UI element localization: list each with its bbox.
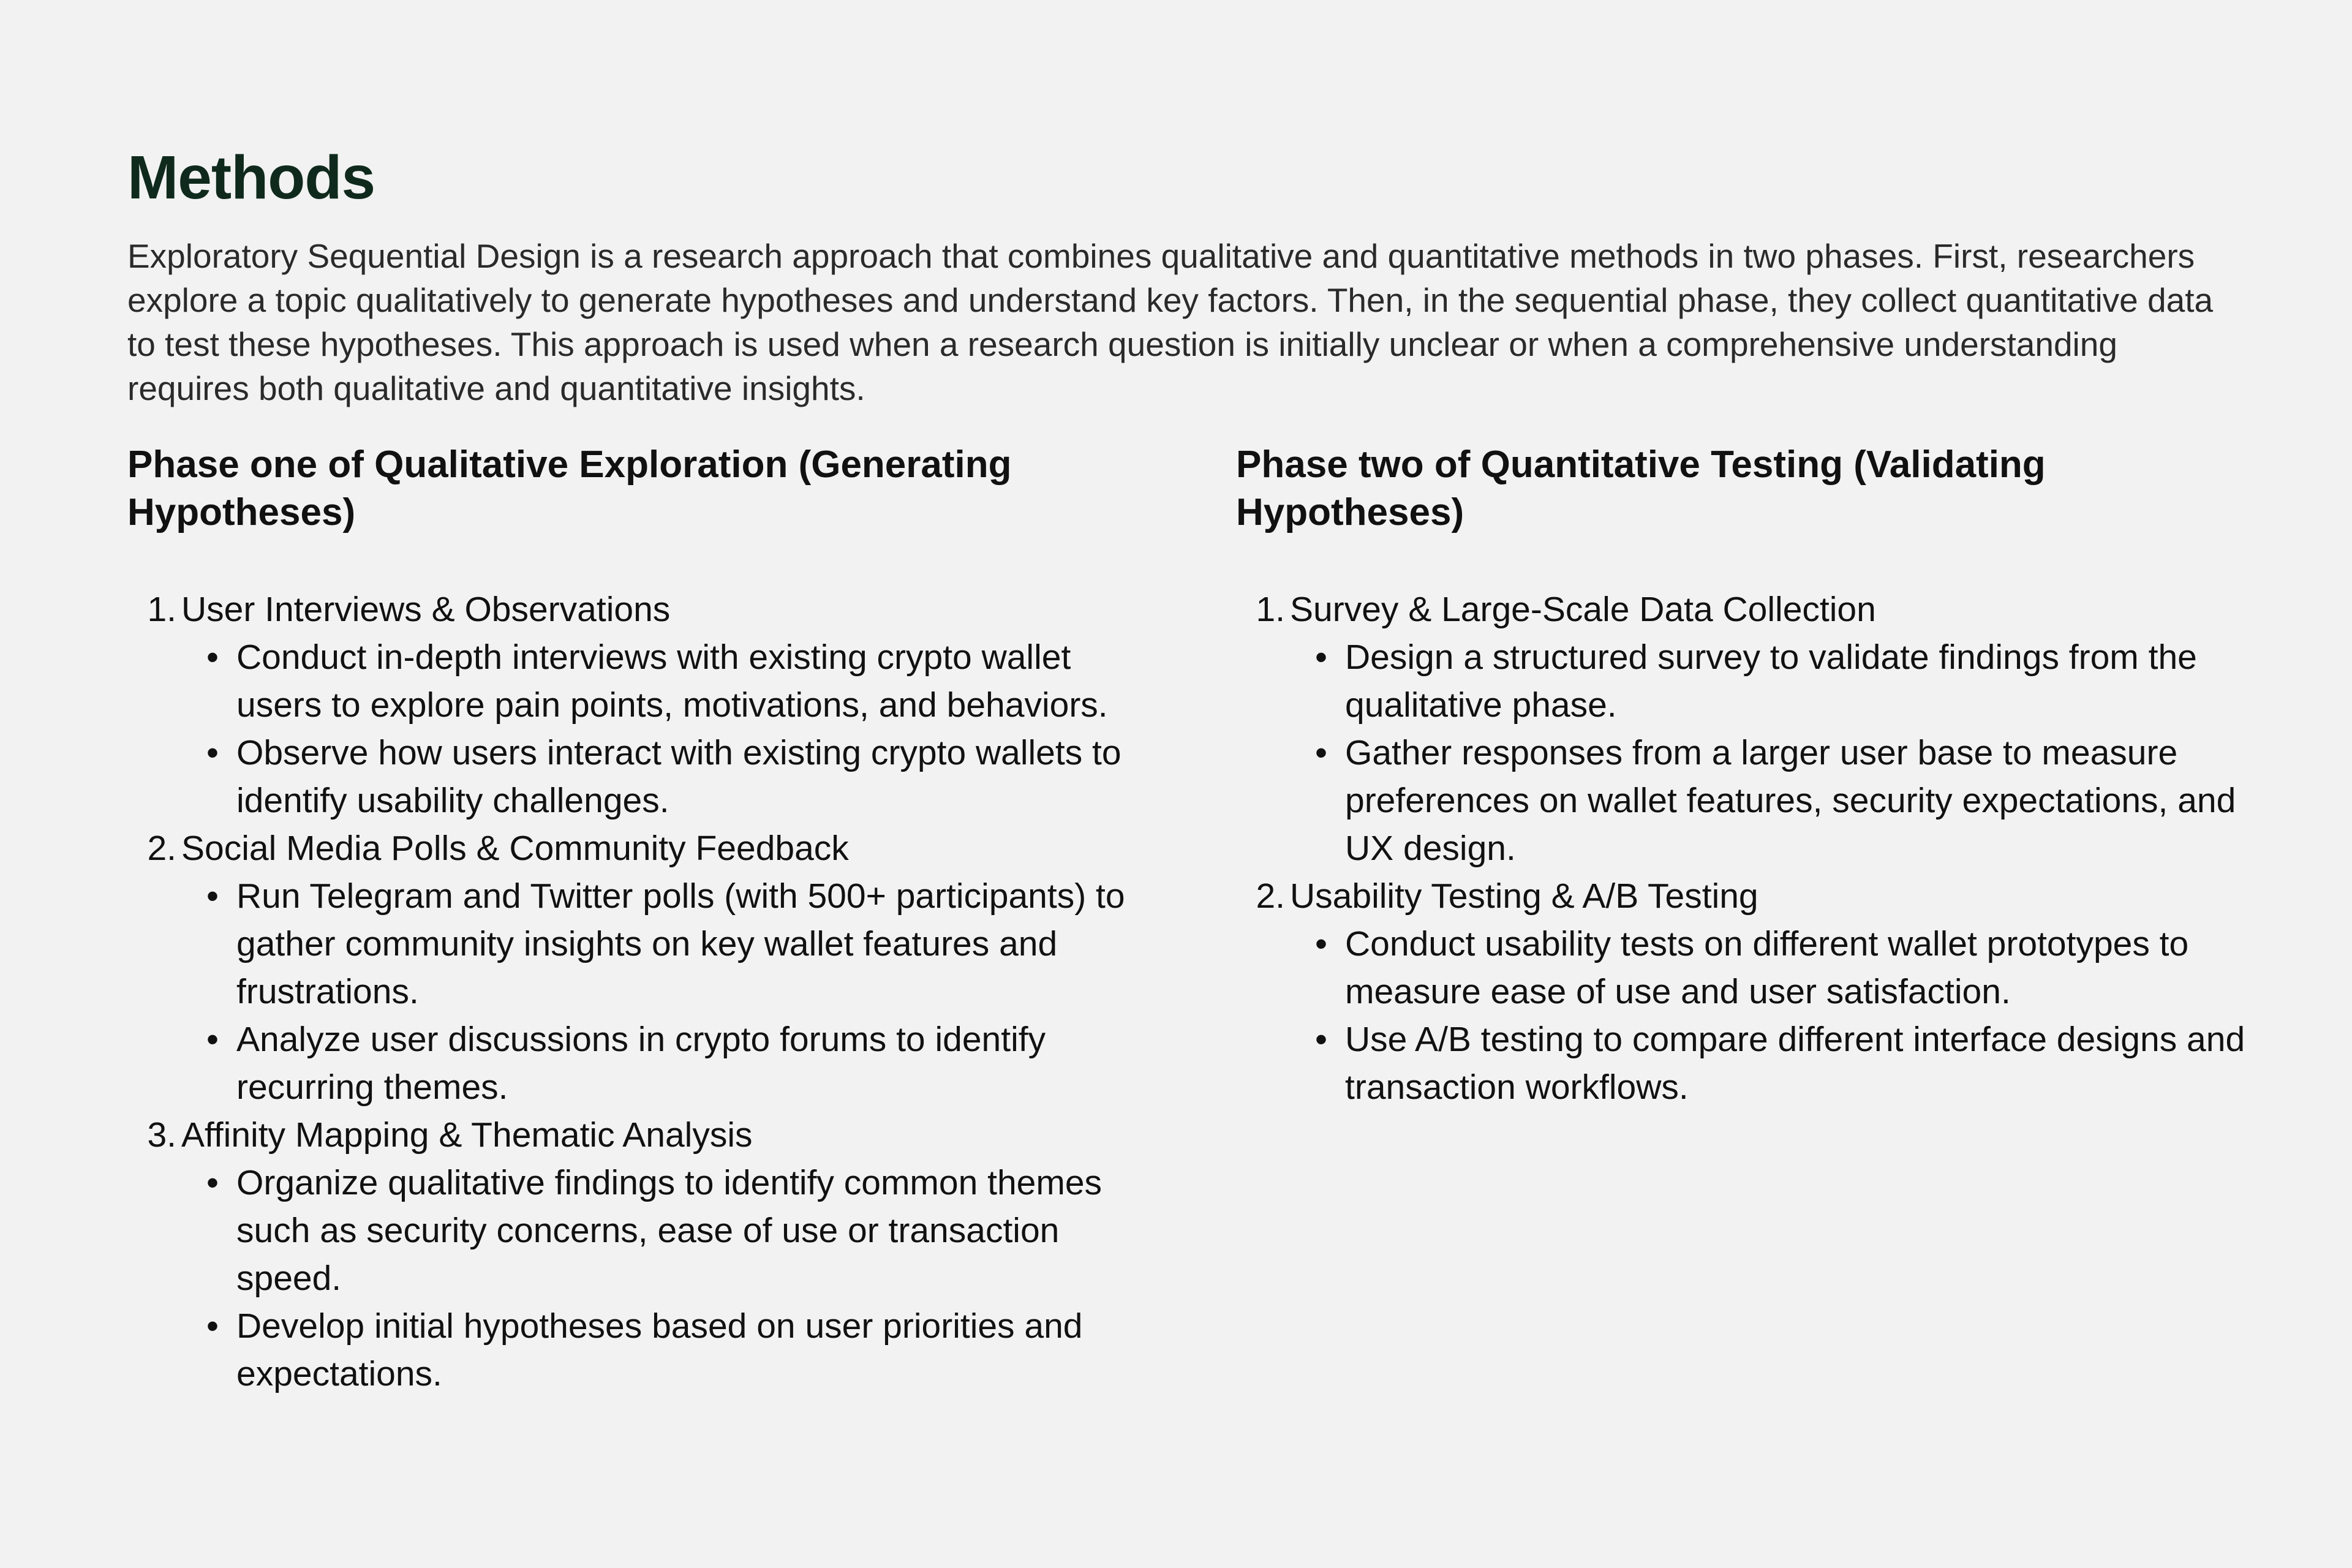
point-text: Conduct usability tests on different wallet prototypes to measure ease of use and user satisfaction. [1345,924,2189,1011]
step-title: Usability Testing & A/B Testing [1290,876,1758,916]
step-title: Affinity Mapping & Thematic Analysis [181,1115,753,1155]
bullet-icon: • [206,876,219,916]
bullet-icon: • [1315,924,1327,963]
intro-paragraph: Exploratory Sequential Design is a research approach that combines qualitative and quantitative methods in two phases. First, researchers explore a topic qualitatively to generate hypotheses and understand key factors. Then, in the sequential phase, they collect quantitative data to test these hypotheses. This approach is used when a research question is initially unclear or when a comprehensive understanding requires both qualitative and quantitative insights. [127,237,2214,407]
list-item [1290,729,2265,872]
phase-one-heading: Phase one of Qualitative Exploration (Generating Hypotheses) [127,443,1012,533]
step-title: Survey & Large-Scale Data Collection [1290,590,1876,629]
bullet-icon: • [1315,638,1327,677]
bullet-icon: • [1315,1020,1327,1059]
phase-one-steps [127,586,1156,1398]
step-number: 2. [1256,876,1285,916]
phase-one-step-2 [127,824,1156,1111]
phase-one-step-1 [127,586,1156,824]
list-item [1290,1016,2265,1111]
point-text: Develop initial hypotheses based on user priorities and expectations. [236,1306,1083,1393]
point-text: Design a structured survey to validate findings from the qualitative phase. [1345,638,2197,725]
point-text: Run Telegram and Twitter polls (with 500+ participants) to gather community insights on key wallet features and frustrations. [236,876,1125,1011]
point-text: Gather responses from a larger user base to measure preferences on wallet features, security expectations, and UX design. [1345,733,2236,868]
page-title: Methods [127,143,375,212]
list-item [181,1302,1156,1398]
step-title: User Interviews & Observations [181,590,671,629]
list-item [181,1016,1156,1111]
phase-two-column [1236,441,2265,1111]
bullet-icon: • [206,1163,219,1202]
step-points [181,633,1156,824]
list-item [181,729,1156,824]
bullet-icon: • [1315,733,1327,772]
methods-page [127,141,2245,1393]
bullet-icon: • [206,1306,219,1346]
phase-two-steps [1236,586,2265,1111]
point-text: Analyze user discussions in crypto forums to identify recurring themes. [236,1020,1046,1107]
list-item [181,872,1156,1016]
point-text: Organize qualitative findings to identify common themes such as security concerns, ease of use or transaction speed. [236,1163,1102,1298]
phase-two-heading: Phase two of Quantitative Testing (Validating Hypotheses) [1236,443,2046,533]
step-number: 1. [147,590,176,629]
list-item [181,1159,1156,1302]
step-number: 1. [1256,590,1285,629]
bullet-icon: • [206,1020,219,1059]
list-item [1290,920,2265,1016]
point-text: Observe how users interact with existing crypto wallets to identify usability challenges. [236,733,1121,820]
step-points [1290,633,2265,872]
step-number: 3. [147,1115,176,1155]
step-title: Social Media Polls & Community Feedback [181,829,849,868]
bullet-icon: • [206,733,219,772]
step-points [181,1159,1156,1398]
phase-one-column [127,441,1156,1398]
phase-two-step-1 [1236,586,2265,872]
step-points [181,872,1156,1111]
phase-one-step-3 [127,1111,1156,1398]
phase-two-step-2 [1236,872,2265,1111]
list-item [1290,633,2265,729]
step-points [1290,920,2265,1111]
list-item [181,633,1156,729]
point-text: Use A/B testing to compare different interface designs and transaction workflows. [1345,1020,2245,1107]
point-text: Conduct in-depth interviews with existing crypto wallet users to explore pain points, motivations, and behaviors. [236,638,1108,725]
bullet-icon: • [206,638,219,677]
step-number: 2. [147,829,176,868]
